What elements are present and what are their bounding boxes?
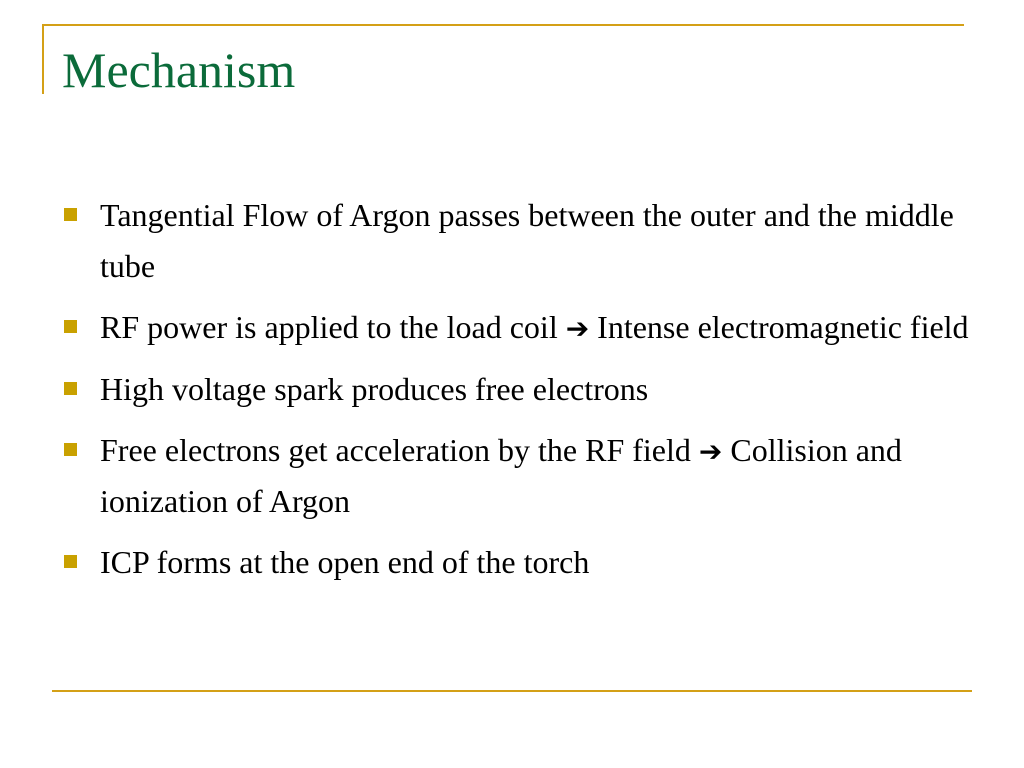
square-bullet-icon bbox=[64, 555, 77, 568]
square-bullet-icon bbox=[64, 443, 77, 456]
right-arrow-icon: ➔ bbox=[698, 434, 723, 468]
bullet-item bbox=[60, 190, 970, 292]
right-arrow-icon: ➔ bbox=[565, 312, 590, 346]
bullet-item bbox=[60, 537, 970, 588]
bullet-text: High voltage spark produces free electrons bbox=[100, 370, 649, 407]
square-bullet-icon bbox=[64, 208, 77, 221]
top-accent-line bbox=[42, 24, 964, 26]
bullet-text: ICP forms at the open end of the torch bbox=[100, 544, 590, 581]
square-bullet-icon bbox=[64, 320, 77, 333]
bullet-text: Collision and ionization of Argon bbox=[100, 431, 902, 519]
bullet-list bbox=[60, 190, 970, 598]
bottom-accent-line bbox=[52, 690, 972, 692]
bullet-text: Intense electromagnetic field bbox=[589, 309, 969, 346]
left-accent-line bbox=[42, 24, 44, 94]
bullet-text: Tangential Flow of Argon passes between the outer and the middle tube bbox=[100, 197, 954, 285]
bullet-text: RF power is applied to the load coil bbox=[100, 309, 566, 346]
bullet-item bbox=[60, 302, 970, 353]
bullet-item bbox=[60, 425, 970, 527]
bullet-text: Free electrons get acceleration by the RF field bbox=[100, 431, 699, 468]
bullet-item bbox=[60, 364, 970, 415]
slide-title: Mechanism bbox=[62, 42, 296, 98]
square-bullet-icon bbox=[64, 382, 77, 395]
